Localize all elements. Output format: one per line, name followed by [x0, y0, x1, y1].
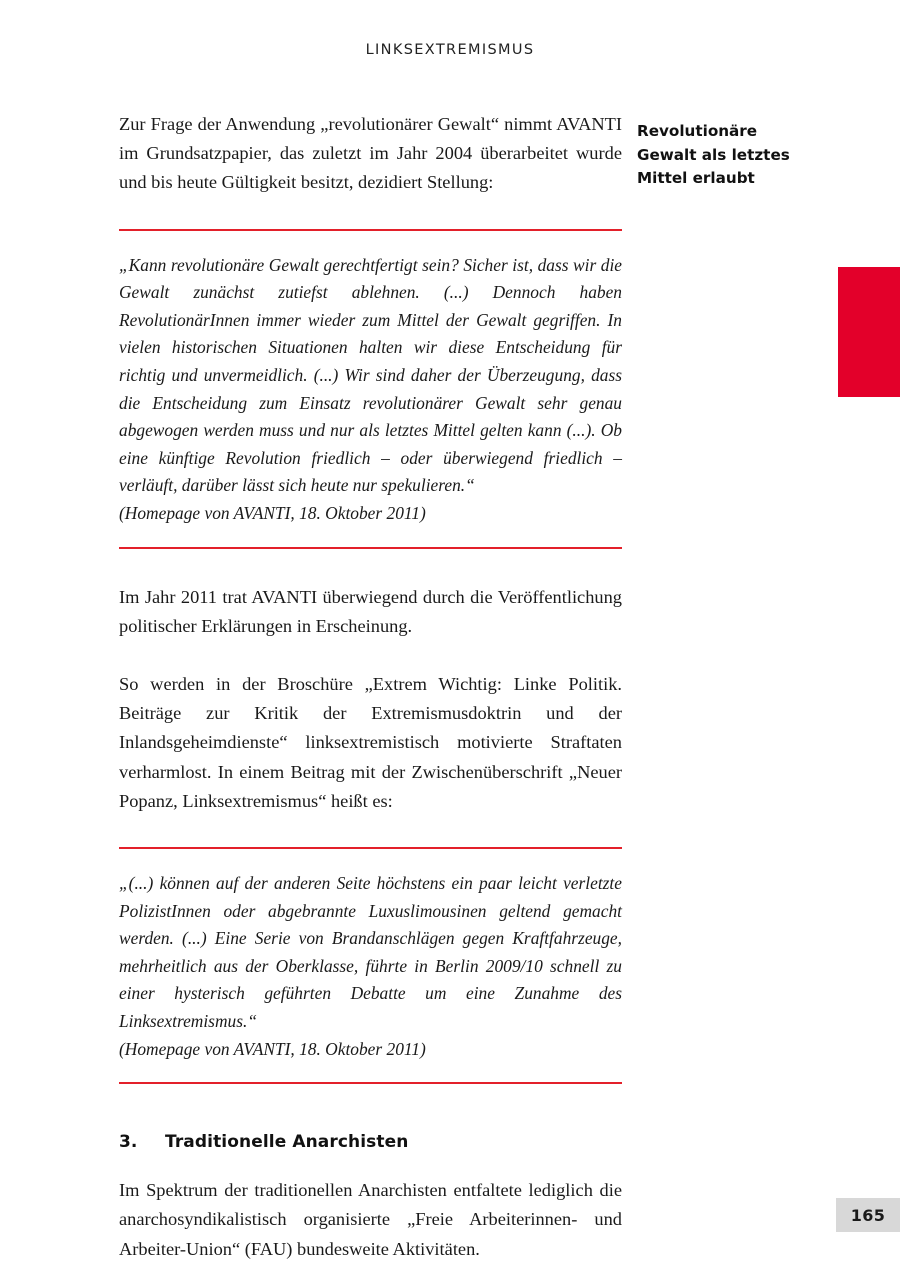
running-head: LINKSEXTREMISMUS [365, 42, 535, 58]
margin-note-line-1: Revolutionäre [637, 122, 758, 140]
paragraph-section-body: Im Spektrum der traditionellen Anarchisten entfaltete lediglich die anarchosyndikalistisch organisierte „Freie Arbeiterinnen- und Arbeiter-Union“ (FAU) bundesweite Aktivitäten. [119, 1180, 622, 1259]
spacer [119, 1084, 622, 1132]
spacer [119, 549, 622, 583]
paragraph-intro: Zur Frage der Anwendung „revolutionärer Gewalt“ nimmt AVANTI im Grundsatzpapier, das zuletzt im Jahr 2004 überarbeitet wurde und bis heute Gültigkeit besitzt, dezidiert Stellung: [119, 114, 622, 193]
section-number: 3. [119, 1132, 138, 1153]
page-number-badge [836, 1198, 900, 1232]
spacer [119, 816, 622, 847]
page-number: 165 [850, 1205, 886, 1225]
margin-note [637, 120, 827, 191]
paragraph-after-quote-2: So werden in der Broschüre „Extrem Wichtig: Linke Politik. Beiträge zur Kritik der Extremismusdoktrin und der Inlandsgeheimdienste“ linksextremistisch motivierte Straftaten verharmlost. In einem Beitrag mit der Zwischenüberschrift „Neuer Popanz, Linksextremismus“ heißt es: [119, 673, 622, 811]
quote-text: „(...) können auf der anderen Seite höchstens ein paar leicht verletzte PolizistInnen oder abgebrannte Luxuslimousinen geltend gemacht werden. (...) Eine Serie von Brandanschlägen gegen Kraftfahrzeuge, mehrheitlich aus der Oberklasse, führte in Berlin 2009/10 schnell zu einer hysterisch geführten Debatte um eine Zunahme des Linksextremismus.“ [119, 872, 622, 1031]
quote-block-1 [119, 229, 622, 549]
quote-source: (Homepage von AVANTI, 18. Oktober 2011) [119, 1038, 426, 1059]
section-heading [119, 1132, 622, 1152]
quote-text: „Kann revolutionäre Gewalt gerechtfertigt sein? Sicher ist, dass wir die Gewalt zunächst zutiefst ablehnen. (...) Dennoch haben RevolutionärInnen immer wieder zum Mittel der Gewalt gegriffen. In vielen historischen Situationen halten wir diese Entscheidung für richtig und unvermeidlich. (...) Wir sind daher der Überzeugung, dass die Entscheidung zum Einsatz revolutionärer Gewalt sehr genau abgewogen werden muss und nur als letztes Mittel gelten kann (...). Ob eine künftige Revolution friedlich – oder überwiegend friedlich – verläuft, darüber lässt sich heute nur spekulieren.“ [119, 254, 622, 496]
quote-block-2 [119, 847, 622, 1084]
margin-note-line-3: Mittel erlaubt [637, 169, 755, 188]
main-text-column [119, 110, 622, 1264]
spacer [119, 1152, 622, 1176]
chapter-edge-tab [838, 267, 900, 397]
section-title: Traditionelle Anarchisten [165, 1132, 409, 1153]
margin-note-line-2: Gewalt als letztes [637, 145, 790, 164]
spacer [119, 198, 622, 229]
quote-source: (Homepage von AVANTI, 18. Oktober 2011) [119, 502, 426, 523]
paragraph-after-quote-1: Im Jahr 2011 trat AVANTI überwiegend durch die Veröffentlichung politischer Erklärungen in Erscheinung. [119, 586, 622, 636]
